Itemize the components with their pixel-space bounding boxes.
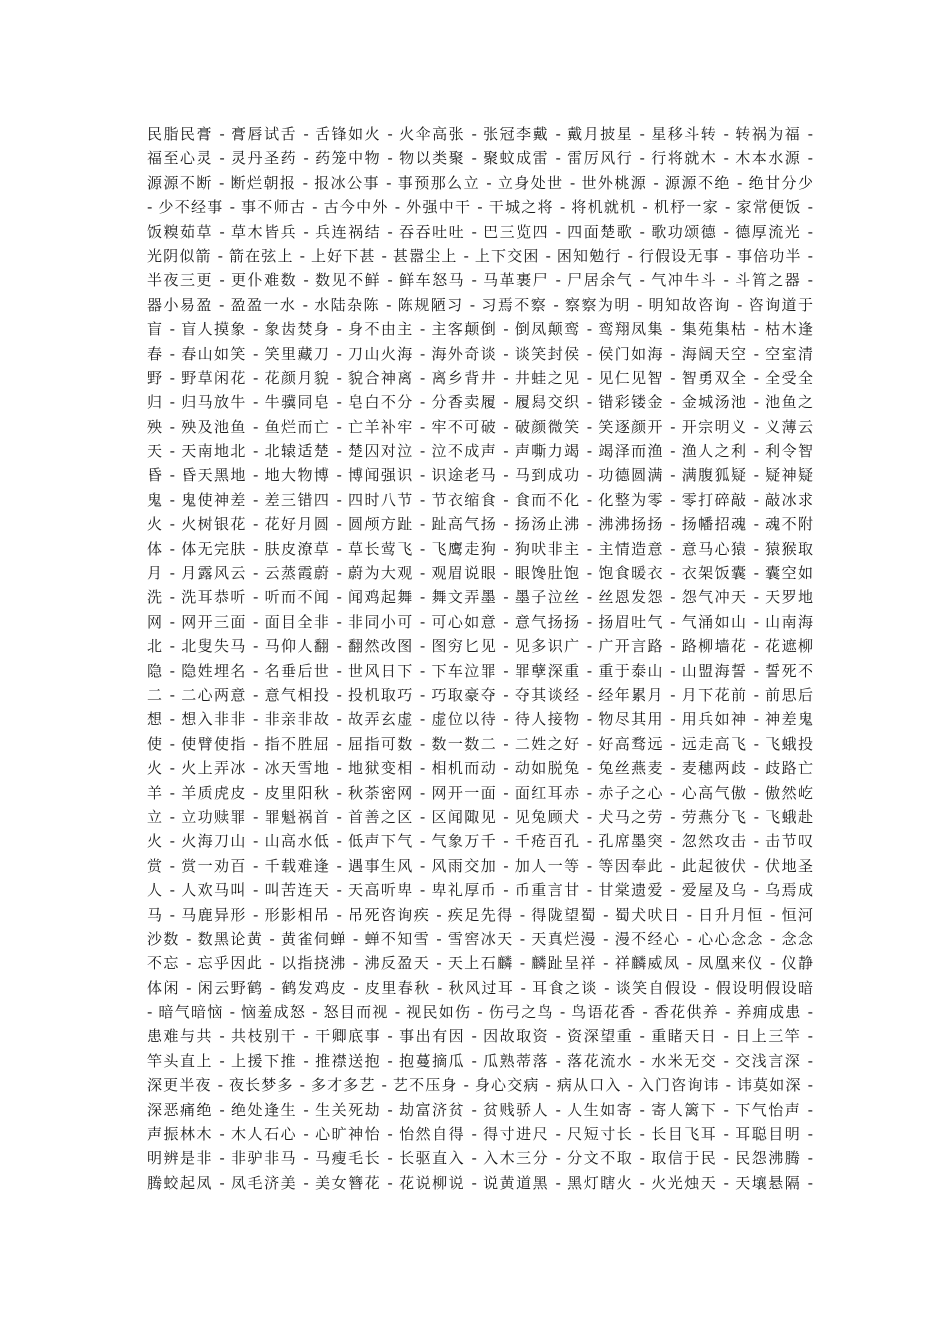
text-line-6: 光阴似箭 - 箭在弦上 - 上好下甚 - 甚嚣尘上 - 上下交困 - 困知勉行 - 行假设无事 - 事倍功半 - (147, 246, 813, 265)
text-line-10: 春 - 春山如笑 - 笑里藏刀 - 刀山火海 - 海外奇谈 - 谈笑封侯 - 侯门如海 - 海阔天空 - 空室清 (147, 344, 813, 363)
idiom-chain-text (147, 122, 813, 1220)
text-line-1: 民脂民膏 - 膏唇试舌 - 舌锋如火 - 火伞高张 - 张冠李戴 - 戴月披星 - 星移斗转 - 转祸为福 - (147, 125, 813, 143)
text-line-2: 福至心灵 - 灵丹圣药 - 药笼中物 - 物以类聚 - 聚蚊成雷 - 雷厉风行 - 行将就木 - 木本水源 - (147, 149, 813, 168)
text-line-3: 源源不断 - 断烂朝报 - 报冰公事 - 事预那么立 - 立身处世 - 世外桃源 - 源源不绝 - 绝甘分少 (147, 173, 813, 192)
text-line-36: 体闲 - 闲云野鹤 - 鹤发鸡皮 - 皮里春秋 - 秋风过耳 - 耳食之谈 - 谈笑自假设 - 假设明假设暗 (147, 978, 813, 997)
text-line-28: 羊 - 羊质虎皮 - 皮里阳秋 - 秋荼密网 - 网开一面 - 面红耳赤 - 赤子之心 - 心高气傲 - 傲然屹 (147, 783, 813, 802)
text-line-30: 火 - 火海刀山 - 山高水低 - 低声下气 - 气象万千 - 千疮百孔 - 孔席墨突 - 忽然攻击 - 击节叹 (147, 832, 813, 851)
text-line-13: 殃 - 殃及池鱼 - 鱼烂而亡 - 亡羊补牢 - 牢不可破 - 破颜微笑 - 笑逐颜开 - 开宗明义 - 义薄云 (147, 417, 813, 436)
text-line-40: 深更半夜 - 夜长梦多 - 多才多艺 - 艺不压身 - 身心交病 - 病从口入 - 入门咨询讳 - 讳莫如深 - (147, 1076, 813, 1095)
text-line-33: 马 - 马鹿异形 - 形影相吊 - 吊死咨询疾 - 疾足先得 - 得陇望蜀 - 蜀犬吠日 - 日升月恒 - 恒河 (147, 905, 813, 924)
text-line-21: 网 - 网开三面 - 面目全非 - 非同小可 - 可心如意 - 意气扬扬 - 扬眉吐气 - 气涌如山 - 山南海 (147, 612, 813, 631)
text-line-38: 患难与共 - 共枝别干 - 干卿底事 - 事出有因 - 因故取资 - 资深望重 - 重睹天日 - 日上三竿 - (147, 1027, 813, 1046)
text-line-43: 明辨是非 - 非驴非马 - 马瘦毛长 - 长驱直入 - 入木三分 - 分文不取 - 取信于民 - 民怨沸腾 - (147, 1149, 813, 1168)
text-line-35: 不忘 - 忘乎因此 - 以指挠沸 - 沸反盈天 - 天上石麟 - 麟趾呈祥 - 祥麟威凤 - 凤凰来仪 - 仪静 (147, 954, 813, 973)
text-line-12: 归 - 归马放牛 - 牛骥同皂 - 皂白不分 - 分香卖履 - 履舄交织 - 错彩镂金 - 金城汤池 - 池鱼之 (147, 393, 813, 412)
text-line-37: - 暗气暗恼 - 恼羞成怒 - 怒目而视 - 视民如伤 - 伤弓之鸟 - 鸟语花香 - 香花供养 - 养痈成患 - (147, 1003, 813, 1022)
text-line-15: 昏 - 昏天黑地 - 地大物博 - 博闻强识 - 识途老马 - 马到成功 - 功德圆满 - 满腹狐疑 - 疑神疑 (147, 466, 813, 485)
text-line-39: 竿头直上 - 上援下推 - 推襟送抱 - 抱蔓摘瓜 - 瓜熟蒂落 - 落花流水 - 水米无交 - 交浅言深 - (147, 1051, 813, 1070)
text-line-42: 声振林木 - 木人石心 - 心旷神怡 - 怡然自得 - 得寸进尺 - 尺短寸长 - 长目飞耳 - 耳聪目明 - (147, 1125, 813, 1144)
text-line-7: 半夜三更 - 更仆难数 - 数见不鲜 - 鲜车怒马 - 马革裹尸 - 尸居余气 - 气冲牛斗 - 斗筲之器 - (147, 271, 813, 290)
text-line-14: 天 - 天南地北 - 北辕适楚 - 楚囚对泣 - 泣不成声 - 声嘶力竭 - 竭泽而渔 - 渔人之利 - 利令智 (147, 442, 813, 461)
text-line-26: 使 - 使臂使指 - 指不胜屈 - 屈指可数 - 数一数二 - 二姓之好 - 好高骛远 - 远走高飞 - 飞蛾投 (147, 734, 813, 753)
text-line-18: 体 - 体无完肤 - 肤皮潦草 - 草长莺飞 - 飞鹰走狗 - 狗吠非主 - 主情造意 - 意马心猿 - 猿猴取 (147, 539, 813, 558)
text-line-19: 月 - 月露风云 - 云蒸霞蔚 - 蔚为大观 - 观眉说眼 - 眼馋肚饱 - 饱食暖衣 - 衣架饭囊 - 囊空如 (147, 564, 813, 583)
text-line-8: 器小易盈 - 盈盈一水 - 水陆杂陈 - 陈规陋习 - 习焉不察 - 察察为明 - 明知故咨询 - 咨询道于 (147, 295, 813, 314)
text-line-29: 立 - 立功赎罪 - 罪魁祸首 - 首善之区 - 区闻陬见 - 见兔顾犬 - 犬马之劳 - 劳燕分飞 - 飞蛾赴 (147, 807, 813, 826)
text-line-23: 隐 - 隐姓埋名 - 名垂后世 - 世风日下 - 下车泣罪 - 罪孽深重 - 重于泰山 - 山盟海誓 - 誓死不 (147, 661, 813, 680)
text-line-25: 想 - 想入非非 - 非亲非故 - 故弄玄虚 - 虚位以待 - 待人接物 - 物尽其用 - 用兵如神 - 神差鬼 (147, 710, 813, 729)
text-line-11: 野 - 野草闲花 - 花颜月貌 - 貌合神离 - 离乡背井 - 井蛙之见 - 见仁见智 - 智勇双全 - 全受全 (147, 368, 813, 387)
text-line-16: 鬼 - 鬼使神差 - 差三错四 - 四时八节 - 节衣缩食 - 食而不化 - 化整为零 - 零打碎敲 - 敲冰求 (147, 490, 813, 509)
text-line-4: - 少不经事 - 事不师古 - 古今中外 - 外强中干 - 干城之将 - 将机就机 - 机杼一家 - 家常便饭 - (147, 198, 813, 217)
text-line-5: 饭糗茹草 - 草木皆兵 - 兵连祸结 - 吞吞吐吐 - 巴三览四 - 四面楚歌 - 歌功颂德 - 德厚流光 - (147, 222, 813, 241)
text-line-20: 洗 - 洗耳恭听 - 听而不闻 - 闻鸡起舞 - 舞文弄墨 - 墨子泣丝 - 丝恩发怨 - 怨气冲天 - 天罗地 (147, 588, 813, 607)
text-line-27: 火 - 火上弄冰 - 冰天雪地 - 地狱变相 - 相机而动 - 动如脱兔 - 兔丝燕麦 - 麦穗两歧 - 歧路亡 (147, 759, 813, 778)
text-line-22: 北 - 北叟失马 - 马仰人翻 - 翻然改图 - 图穷匕见 - 见多识广 - 广开言路 - 路柳墙花 - 花遮柳 (147, 637, 813, 656)
text-line-34: 沙数 - 数黑论黄 - 黄雀伺蝉 - 蝉不知雪 - 雪窖冰天 - 天真烂漫 - 漫不经心 - 心心念念 - 念念 (147, 929, 813, 948)
text-line-32: 人 - 人欢马叫 - 叫苦连天 - 天高听卑 - 卑礼厚币 - 币重言甘 - 甘棠遗爱 - 爱屋及乌 - 乌焉成 (147, 881, 813, 900)
text-line-44: 腾蛟起凤 - 凤毛济美 - 美女簪花 - 花说柳说 - 说黄道黑 - 黑灯瞎火 - 火光烛天 - 天壤悬隔 - (147, 1173, 813, 1192)
text-line-9: 盲 - 盲人摸象 - 象齿焚身 - 身不由主 - 主客颠倒 - 倒凤颠鸾 - 鸾翔凤集 - 集苑集枯 - 枯木逢 (147, 320, 813, 339)
text-line-31: 赏 - 赏一劝百 - 千载难逢 - 遇事生风 - 风雨交加 - 加人一等 - 等因奉此 - 此起彼伏 - 伏地圣 (147, 856, 813, 875)
text-line-45 (147, 1195, 813, 1219)
text-line-17: 火 - 火树银花 - 花好月圆 - 圆颅方趾 - 趾高气扬 - 扬汤止沸 - 沸沸扬扬 - 扬幡招魂 - 魂不附 (147, 515, 813, 534)
text-line-41: 深恶痛绝 - 绝处逢生 - 生关死劫 - 劫富济贫 - 贫贱骄人 - 人生如寄 - 寄人篱下 - 下气怡声 - (147, 1100, 813, 1119)
text-line-24: 二 - 二心两意 - 意气相投 - 投机取巧 - 巧取豪夺 - 夺其谈经 - 经年累月 - 月下花前 - 前思后 (147, 685, 813, 704)
